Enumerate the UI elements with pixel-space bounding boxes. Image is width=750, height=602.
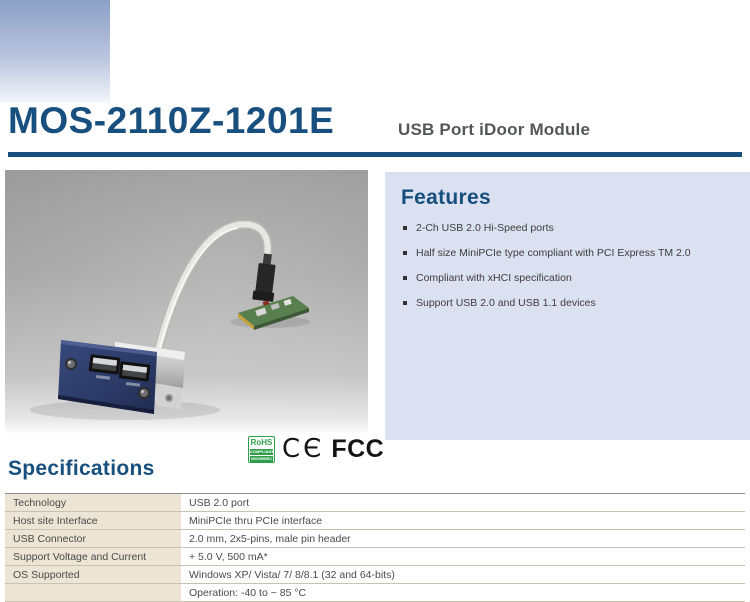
spec-value-cell: Windows XP/ Vista/ 7/ 8/8.1 (32 and 64-bits)	[181, 566, 745, 584]
spec-label-cell: Host site Interface	[5, 512, 181, 530]
spec-row	[5, 530, 745, 548]
spec-row	[5, 494, 745, 512]
spec-row	[5, 566, 745, 584]
spec-table	[5, 493, 745, 602]
certification-badges	[248, 436, 384, 463]
spec-label-cell: Support Voltage and Current	[5, 548, 181, 566]
product-subtitle: USB Port iDoor Module	[398, 120, 591, 139]
features-panel	[385, 172, 750, 440]
spec-row	[5, 512, 745, 530]
product-photo	[5, 170, 368, 434]
ce-mark-icon: CЄ	[282, 434, 325, 464]
usb-module-illustration	[5, 170, 368, 434]
spec-label-cell: OS Supported	[5, 566, 181, 584]
product-title: MOS-2110Z-1201E	[8, 100, 335, 141]
feature-item: Half size MiniPCIe type compliant with PCI Express TM 2.0	[401, 247, 734, 260]
header-divider-rule	[8, 152, 742, 157]
feature-item: Support USB 2.0 and USB 1.1 devices	[401, 297, 734, 310]
thumbscrew-left	[65, 358, 77, 370]
spec-label-cell	[5, 584, 181, 602]
features-heading: Features	[401, 186, 491, 209]
rohs-badge-icon: RoHS COMPLIANT 2002/95/EC	[250, 438, 274, 461]
corner-gradient-decoration	[0, 0, 110, 103]
spec-value-cell: Operation: -40 to ~ 85 °C	[181, 584, 745, 602]
spec-label-cell: USB Connector	[5, 530, 181, 548]
fcc-mark-icon: FCC	[331, 435, 385, 463]
feature-item: 2-Ch USB 2.0 Hi-Speed ports	[401, 222, 734, 235]
spec-value-cell: + 5.0 V, 500 mA*	[181, 548, 745, 566]
spec-value-cell: USB 2.0 port	[181, 494, 745, 512]
spec-row	[5, 584, 745, 602]
features-list	[401, 222, 734, 310]
spec-value-cell: 2.0 mm, 2x5-pins, male pin header	[181, 530, 745, 548]
spec-value-cell: MiniPCIe thru PCIe interface	[181, 512, 745, 530]
spec-label-cell: Technology	[5, 494, 181, 512]
thumbscrew-right	[138, 387, 150, 399]
specifications-heading: Specifications	[8, 457, 155, 480]
feature-item: Compliant with xHCI specification	[401, 272, 734, 285]
spec-row	[5, 548, 745, 566]
